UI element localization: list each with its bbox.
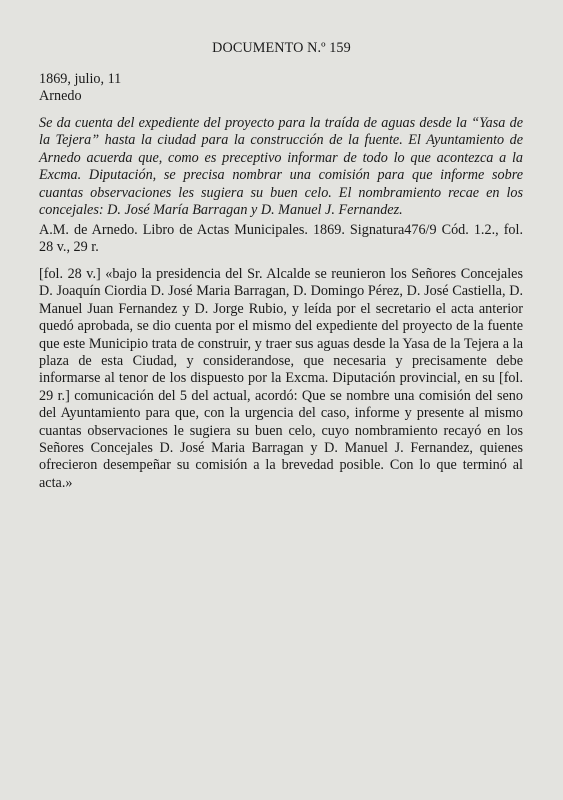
document-summary: Se da cuenta del expediente del proyecto para la traída de aguas desde la “Yasa de la Tejera” hasta la ciudad para la construcción de la fuente. El Ayuntamiento de Arnedo acuerda que, como es preceptivo informar de todo lo que acontezca a la Excma. Diputación, se precisa nombrar una comisión para que informe sobre cuantas observaciones les sugiera su buen celo. El nombramiento recae en los concejales: D. José María Barragan y D. Manuel J. Fernandez. bbox=[39, 115, 523, 219]
archival-source: A.M. de Arnedo. Libro de Actas Municipales. 1869. Signatura476/9 Cód. 1.2., fol. 28 v., 29 r. bbox=[39, 222, 523, 256]
document-date: 1869, julio, 11 bbox=[39, 71, 122, 87]
date-place-block bbox=[39, 71, 519, 106]
document-transcription: [fol. 28 v.] «bajo la presidencia del Sr. Alcalde se reunieron los Señores Concejales D. Joaquín Ciordia D. José Maria Barragan, D. Domingo Pérez, D. José Castiella, D. Manuel Juan Fernandez y D. Jorge Rubio, y leída por el secretario el acta anterior quedó aprobada, se dio cuenta por el mismo del expediente del proyecto de la fuente que este Municipio trata de construir, y traer sus aguas desde la Yasa de la Tejera a la plaza de esta Ciudad, y considerandose, que necesaria y precisamente debe informarse al tenor de los dispuesto por la Excma. Diputación provincial, en su [fol. 29 r.] comunicación del 5 del actual, acordó: Que se nombre una comisión del seno del Ayuntamiento para que, con la urgencia del caso, informe y presente al mismo cuantas observaciones le sugiera su buen celo, cuyo nombramiento recayó en los Señores Concejales D. José Maria Barragan y D. Manuel J. Fernandez, quienes ofrecieron desempeñar su comisión a la brevedad posible. Con lo que terminó al acta.» bbox=[39, 266, 523, 491]
document-place: Arnedo bbox=[39, 88, 82, 105]
document-title: DOCUMENTO N.º 159 bbox=[212, 40, 351, 56]
